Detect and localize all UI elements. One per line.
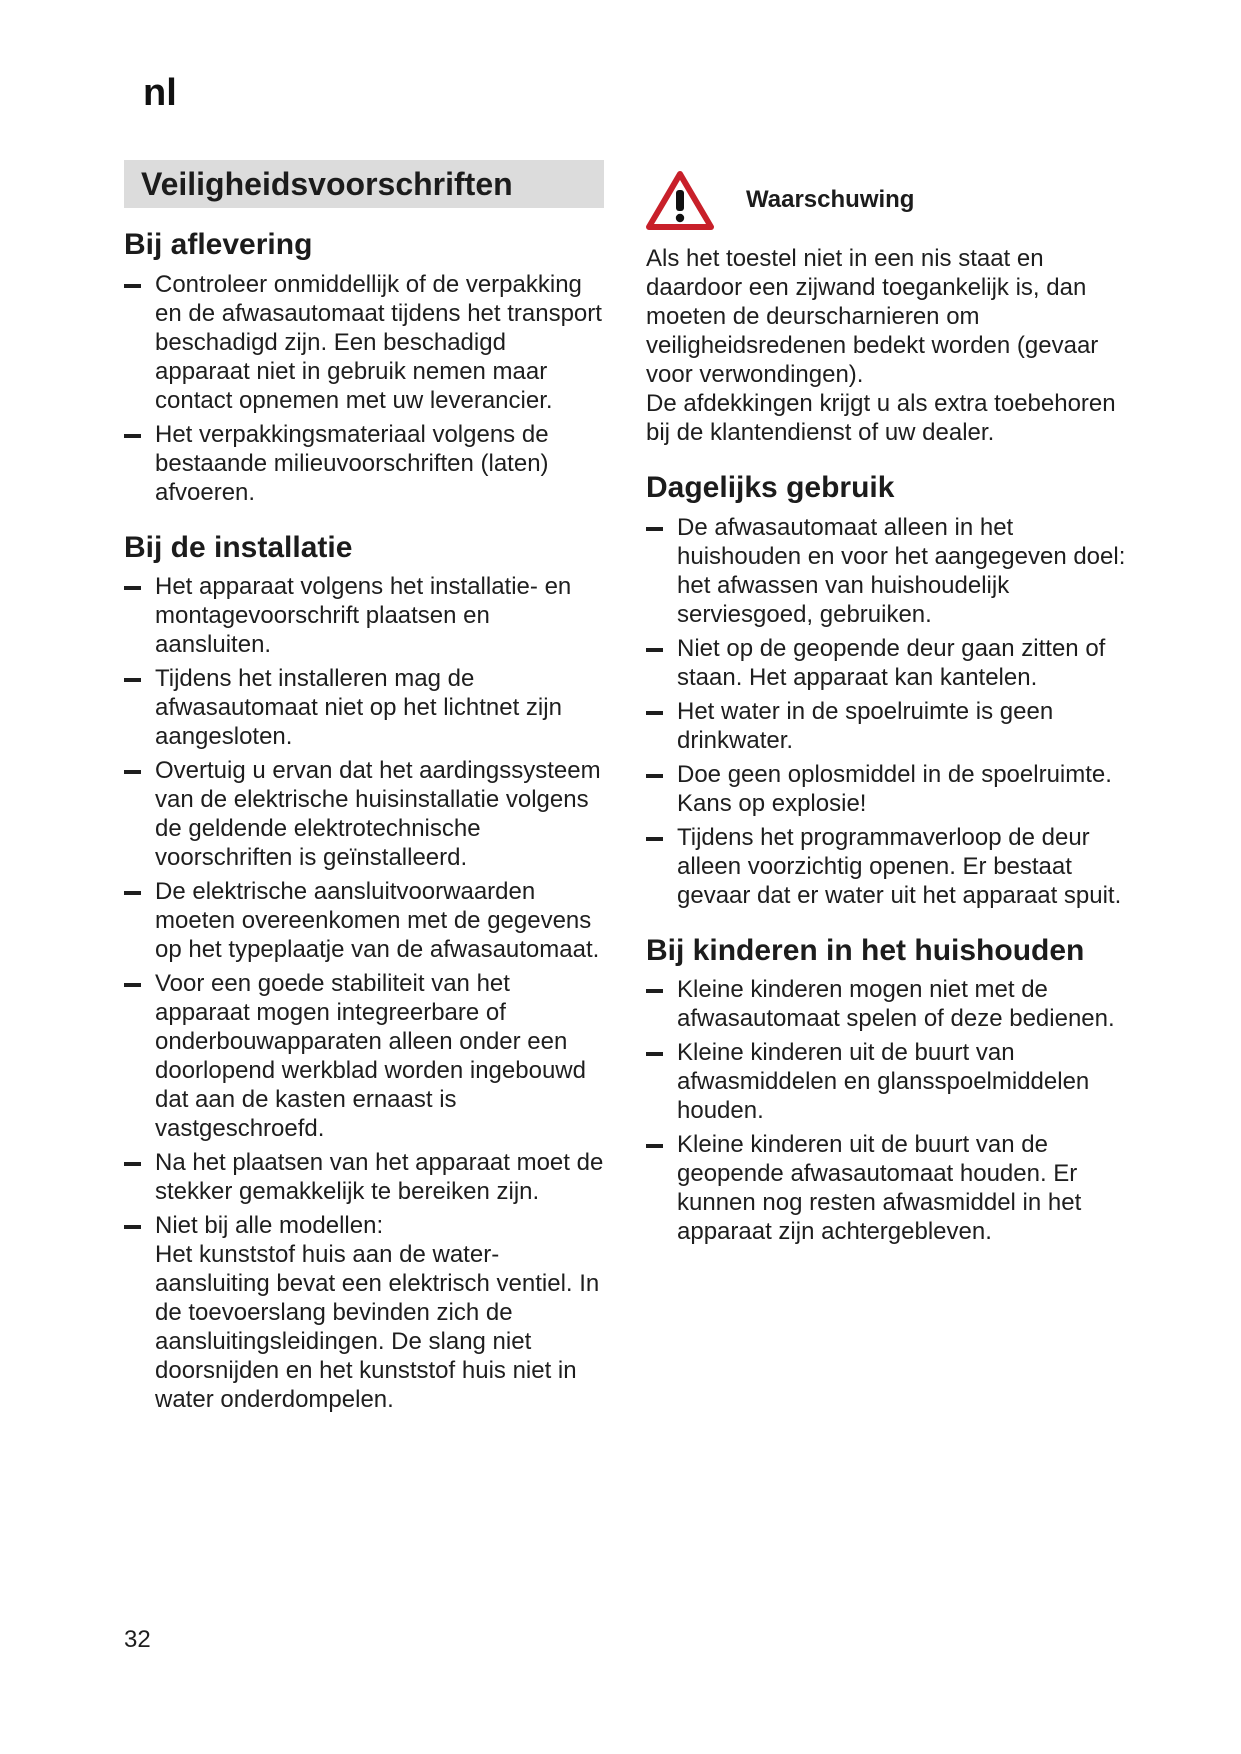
group-bij-de-installatie [124,529,604,1415]
list-dagelijks-gebruik [646,513,1126,910]
list-item: Niet bij alle modellen: Het kunststof huis aan de water-aansluiting bevat een elektrisch ventiel. In de toevoerslang bevinden zich de aansluitingsleidingen. De slang niet doorsnijden en het kunststof huis niet in water onderdompelen. [124,1211,604,1414]
group-bij-kinderen [646,932,1126,1247]
language-code: nl [143,72,177,114]
warning-triangle-icon [646,170,714,230]
right-column [646,170,1126,1268]
list-bij-aflevering [124,270,604,507]
list-item: Kleine kinderen uit de buurt van de geopende afwasautomaat houden. Er kunnen nog resten afwasmiddel in het apparaat zijn achtergebleven. [646,1130,1126,1246]
group-dagelijks-gebruik [646,469,1126,910]
heading-bij-kinderen: Bij kinderen in het huishouden [646,933,1085,967]
list-item: De afwasautomaat alleen in het huishouden en voor het aangegeven doel: het afwassen van huishoudelijk serviesgoed, gebruiken. [646,513,1126,629]
section-title-band [124,160,604,208]
list-item: Het water in de spoelruimte is geen drinkwater. [646,697,1126,755]
list-item: De elektrische aansluitvoorwaarden moeten overeenkomen met de gegevens op het typeplaatje van de afwasautomaat. [124,877,604,964]
list-item: Het verpakkingsmateriaal volgens de bestaande milieuvoorschriften (laten) afvoeren. [124,420,604,507]
list-item: Voor een goede stabiliteit van het apparaat mogen integreerbare of onderbouwapparaten alleen onder een doorlopend werkblad worden ingebouwd dat aan de kasten ernaast is vastgeschroefd. [124,969,604,1143]
list-item: Tijdens het installeren mag de afwasautomaat niet op het lichtnet zijn aangesloten. [124,664,604,751]
list-item: Doe geen oplosmiddel in de spoelruimte. Kans op explosie! [646,760,1126,818]
left-column [124,160,604,1436]
warning-paragraph: De afdekkingen krijgt u als extra toebehoren bij de klantendienst of uw dealer. [646,390,1116,446]
page-number: 32 [124,1626,151,1653]
group-bij-aflevering [124,226,604,507]
list-item: Controleer onmiddellijk of de verpakking en de afwasautomaat tijdens het transport beschadigd zijn. Een beschadigd apparaat niet in gebruik nemen maar contact opnemen met uw leverancier. [124,270,604,415]
heading-bij-aflevering: Bij aflevering [124,228,313,261]
heading-bij-de-installatie: Bij de installatie [124,530,353,564]
list-item: Na het plaatsen van het apparaat moet de stekker gemakkelijk te bereiken zijn. [124,1148,604,1206]
warning-title: Waarschuwing [746,186,915,213]
list-item: Het apparaat volgens het installatie- en montagevoorschrift plaatsen en aansluiten. [124,572,604,659]
list-item: Tijdens het programmaverloop de deur alleen voorzichtig openen. Er bestaat gevaar dat er water uit het apparaat spuit. [646,823,1126,910]
list-bij-kinderen [646,975,1126,1246]
list-item: Niet op de geopende deur gaan zitten of staan. Het apparaat kan kantelen. [646,634,1126,692]
list-bij-de-installatie [124,572,604,1414]
heading-dagelijks-gebruik: Dagelijks gebruik [646,471,895,504]
list-item: Kleine kinderen uit de buurt van afwasmiddelen en glansspoelmiddelen houden. [646,1038,1126,1125]
warning-text [646,244,1126,447]
warning-paragraph: Als het toestel niet in een nis staat en daardoor een zijwand toegankelijk is, dan moeten de deurscharnieren om veiligheidsredenen bedekt worden (gevaar voor verwondingen). [646,245,1099,388]
list-item: Kleine kinderen mogen niet met de afwasautomaat spelen of deze bedienen. [646,975,1126,1033]
warning-header [646,170,1126,230]
section-title: Veiligheidsvoorschriften [141,165,513,202]
list-item: Overtuig u ervan dat het aardingssysteem van de elektrische huisinstallatie volgens de geldende elektrotechnische voorschriften is geïnstalleerd. [124,756,604,872]
